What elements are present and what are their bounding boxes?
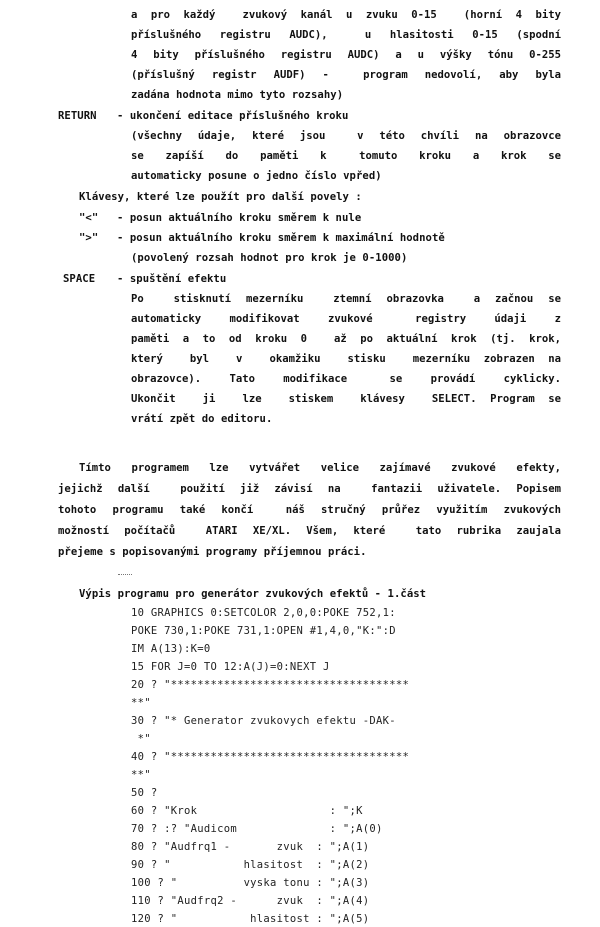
- space-key-label: SPACE: [63, 273, 96, 285]
- space-desc-line: paměti a to od kroku 0 až po aktuální krok (tj. krok,: [131, 333, 561, 345]
- code-line: 90 ? " hlasitost : ";A(2): [131, 859, 370, 871]
- code-line: IM A(13):K=0: [131, 643, 211, 655]
- return-key-label: RETURN: [58, 110, 97, 122]
- code-line: *": [131, 733, 151, 745]
- listing-title: Výpis programu pro generátor zvukových efektů - 1.část: [79, 588, 427, 600]
- space-desc-line: obrazovce). Tato modifikace se provádí cyklicky.: [131, 373, 561, 385]
- return-desc-line: se zapíší do paměti k tomuto kroku a krok se: [131, 150, 561, 162]
- code-line: 10 GRAPHICS 0:SETCOLOR 2,0,0:POKE 752,1:: [131, 607, 396, 619]
- code-line: 110 ? "Audfrq2 - zvuk : ";A(4): [131, 895, 370, 907]
- keys-heading: Klávesy, které lze použít pro další povely :: [79, 191, 362, 203]
- return-key-text: - ukončení editace příslušného kroku: [117, 110, 349, 122]
- space-desc-line: Ukončit ji lze stiskem klávesy SELECT. Program se: [131, 393, 561, 405]
- space-desc-line: vrátí zpět do editoru.: [131, 413, 273, 425]
- key-gt-text: - posun aktuálního kroku směrem k maximální hodnotě: [117, 232, 445, 244]
- code-line: **": [131, 769, 151, 781]
- key-lt-label: "<": [79, 212, 99, 224]
- paragraph-line: možností počítačů ATARI XE/XL. Všem, které tato rubrika zaujala: [58, 525, 561, 537]
- key-lt-text: - posun aktuálního kroku směrem k nule: [117, 212, 362, 224]
- paragraph-line: přejeme s popisovanými programy příjemnou práci.: [58, 546, 367, 558]
- code-line: POKE 730,1:POKE 731,1:OPEN #1,4,0,"K:":D: [131, 625, 396, 637]
- intro-line: 4 bity příslušného registru AUDC) a u výšky tónu 0-255: [131, 49, 561, 61]
- code-line: 20 ? "************************************: [131, 679, 410, 691]
- code-line: 15 FOR J=0 TO 12:A(J)=0:NEXT J: [131, 661, 330, 673]
- space-desc-line: automaticky modifikovat zvukové registry údaji z: [131, 313, 561, 325]
- space-desc-line: který byl v okamžiku stisku mezerníku zobrazen na: [131, 353, 561, 365]
- code-line: 70 ? :? "Audicom : ";A(0): [131, 823, 383, 835]
- intro-line: příslušného registru AUDC), u hlasitosti 0-15 (spodní: [131, 29, 561, 41]
- code-line: 80 ? "Audfrq1 - zvuk : ";A(1): [131, 841, 370, 853]
- return-desc-line: (všechny údaje, které jsou v této chvíli na obrazovce: [131, 130, 561, 142]
- code-line: 30 ? "* Generator zvukovych efektu -DAK-: [131, 715, 396, 727]
- space-key-text: - spuštění efektu: [117, 273, 227, 285]
- paragraph-line: tohoto programu také končí náš stručný průřez využitím zvukových: [58, 504, 561, 516]
- scan-smudge: [118, 574, 132, 579]
- space-desc-line: Po stisknutí mezerníku ztemní obrazovka a začnou se: [131, 293, 561, 305]
- code-line: 60 ? "Krok : ";K: [131, 805, 363, 817]
- return-desc-line: automaticky posune o jedno číslo vpřed): [131, 170, 382, 182]
- code-line: 100 ? " vyska tonu : ";A(3): [131, 877, 370, 889]
- paragraph-line: Tímto programem lze vytvářet velice zajímavé zvukové efekty,: [79, 462, 561, 474]
- code-line: 120 ? " hlasitost : ";A(5): [131, 913, 370, 925]
- paragraph-line: jejichž další použití již závisí na fantazii uživatele. Popisem: [58, 483, 561, 495]
- code-line: 50 ?: [131, 787, 158, 799]
- code-line: 40 ? "************************************: [131, 751, 410, 763]
- intro-line: zadána hodnota mimo tyto rozsahy): [131, 89, 344, 101]
- intro-line: (příslušný registr AUDF) - program nedovolí, aby byla: [131, 69, 561, 81]
- key-gt-note: (povolený rozsah hodnot pro krok je 0-1000): [131, 252, 408, 264]
- key-gt-label: ">": [79, 232, 99, 244]
- code-line: **": [131, 697, 151, 709]
- intro-line: a pro každý zvukový kanál u zvuku 0-15 (horní 4 bity: [131, 9, 561, 21]
